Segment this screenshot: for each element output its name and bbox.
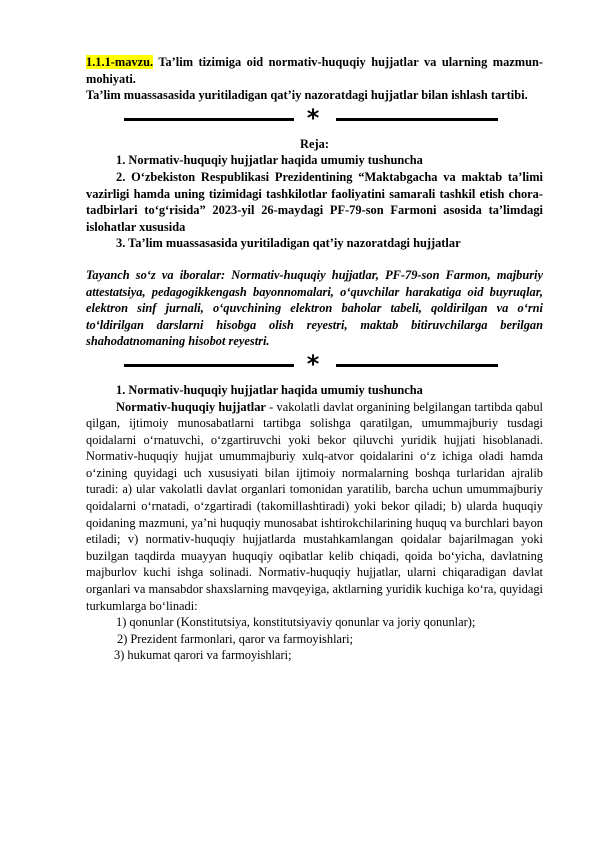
section-divider-bottom	[86, 349, 543, 378]
plan-item-2: 2. O‘zbekiston Respublikasi Prezidentining “Maktabgacha va maktab ta’limi vazirligi hamda uning tizimidagi tashkilotlar faoliyatini samarali tashkil etish chora-tadbirlari to‘g‘risida” 2023-yil 26-maydagi PF-79-son Farmoni asosida ta’limdagi islohatlar xususida	[86, 169, 543, 234]
definition-text: - vakolatli davlat organining belgilangan tartibda qabul qilgan, ijtimoiy munosabatlarni tartibga solishga qaratilgan, umummajburiy tusdagi qoidalarni o‘rnatuvchi, o‘zgartiruvchi yoki bekor qiluvchi yuridik hujjati hisoblanadi. Normativ-huquqiy hujjat umummajburiy xulq-atvor qoidalarini o‘z ichiga oladi hamda o‘zining quyidagi uch xususiyati bilan ijtimoiy normalarning boshqa turlaridan ajralib turadi: a) ular vakolatli davlat organlari tomonidan yaratilib, barcha uchun umummajburiy qoidalarni o‘rnatadi, o‘zgartiradi (takomillashtiradi) yoki bekor qiladi; b) ularda huquqiy qoidaning mazmuni, ya’ni huquqiy munosabat ishtirokchilarining huquq va burchlari bayon etiladi; v) normativ-huquqiy hujjatlarda mustahkamlangan qoidalar bajarilmagan yoki buzilgan taqdirda muayyan huquqiy oqibatlar kelib chiqadi, qoida bo‘yicha, davlatning majburlov kuchi ishga solinadi. Normativ-huquqiy hujjatlar, ularni chiqaradigan davlat organlari va mansabdor shaxslarning mavqeyiga, aktlarning yuridik kuchiga ko‘ra, quyidagi turkumlarga bo‘linadi:	[86, 399, 544, 613]
section-1-body	[86, 399, 543, 615]
section-1-title: 1. Normativ-huquqiy hujjatlar haqida umumiy tushuncha	[116, 382, 423, 397]
asterisk-ornament-icon: *	[306, 103, 320, 132]
divider-line-left	[124, 364, 294, 367]
plan-title: Reja:	[300, 136, 329, 151]
divider-line-right	[336, 364, 498, 367]
divider-line-left	[124, 118, 294, 121]
list-item: 3) hukumat qarori va farmoyishlari;	[114, 648, 292, 663]
topic-subtitle: Ta’lim muassasasida yuritiladigan qat’iy nazoratdagi hujjatlar bilan ishlash tartibi.	[86, 88, 528, 103]
list-item: 1) qonunlar (Konstitutsiya, konstitutsiyaviy qonunlar va joriy qonunlar);	[116, 615, 476, 630]
keywords-paragraph: Tayanch so‘z va iboralar: Normativ-huquqiy hujjatlar, PF-79-son Farmon, majburiy attestatsiya, pedagogikkengash bayonnomalari, o‘quvchilar harakatiga oid buyruqlar, elektron sinf jurnali, o‘quvchining elektron baholar tabeli, qoldirilgan va o‘rni to‘ldirilgan darslarni hisobga olish reyestri, maktab bitiruvchilarga berilgan shahodatnomaning hisobot reyestri.	[86, 267, 543, 349]
defined-term: Normativ-huquqiy hujjatlar	[116, 399, 266, 414]
asterisk-ornament-icon: *	[306, 349, 320, 378]
plan-item-3: 3. Ta’lim muassasasida yuritiladigan qat’iy nazoratdagi hujjatlar	[116, 236, 461, 251]
list-item: 2) Prezident farmonlari, qaror va farmoyishlari;	[117, 631, 354, 646]
plan-item-1: 1. Normativ-huquqiy hujjatlar haqida umumiy tushuncha	[116, 153, 423, 168]
topic-label-highlight: 1.1.1-mavzu.	[86, 55, 154, 69]
divider-line-right	[336, 118, 498, 121]
topic-heading	[86, 54, 543, 87]
section-divider-top	[86, 103, 543, 132]
topic-title: Ta’lim tizimiga oid normativ-huquqiy hujjatlar va ularning mazmun-mohiyati.	[86, 55, 543, 86]
